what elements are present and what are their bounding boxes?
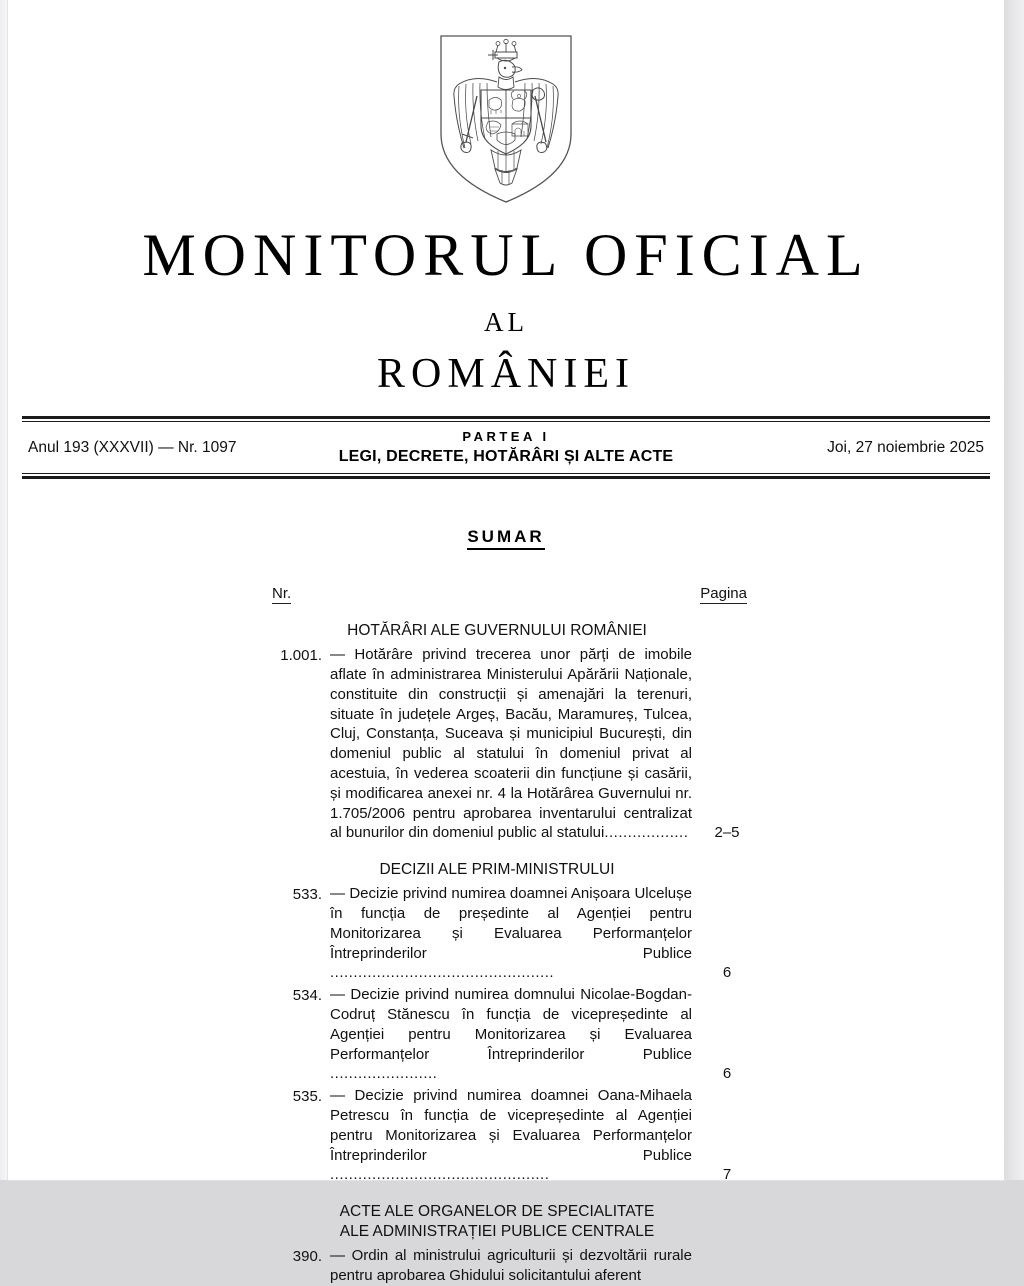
header-rule-top [22,398,990,422]
toc-col-number: Nr. [272,585,292,602]
header-rule-bottom [22,473,990,479]
issue-part [263,429,749,466]
page-gutter-left [0,0,8,1180]
summary-heading: SUMAR [8,527,1004,547]
toc-entry-body [322,645,756,843]
toc-entry[interactable] [264,1246,756,1286]
romanian-coat-of-arms-icon [433,30,579,208]
toc-entry[interactable] [264,884,756,983]
toc-column-headers [264,585,756,604]
toc-entry-body [322,884,756,983]
toc-entry[interactable] [264,985,756,1084]
toc-leader-dots: ....................... [330,1065,438,1083]
toc-leader-dots: ................................................ [330,964,555,982]
toc-section-heading: ACTE ALE ORGANELOR DE SPECIALITATE ALE ADMINISTRAȚIEI PUBLICE CENTRALE [339,1203,655,1241]
toc-entry-body [322,1086,756,1185]
toc-entry-number: 533. [292,886,322,904]
toc-entry-text: — Hotărâre privind trecerea unor părți de imobile aflate în administrarea Ministerului Apărării Naționale, constituite din construcții și amenajări la terenuri, situate în județele Argeș, Bacău, Maramureș, Tulcea, Cluj, Constanța, Suceava și municipiul București, din domeniul public al statului în domeniul privat al acestuia, în vederea scoaterii din funcțiune și casării, și modificarea anexei nr. 4 la Hotărârea Guvernului nr. 1.705/2006 pentru aprobarea inventarului centralizat al bunurilor din domeniul public al statului.................. [330,646,692,842]
toc-entry-number: 535. [292,1088,322,1106]
toc-entry[interactable] [264,1086,756,1185]
toc-entry-body [322,985,756,1084]
part-label: PARTEA I [462,429,550,445]
publication-title-country: ROMÂNIEI [377,351,635,397]
publication-title-al: AL [484,307,528,337]
issue-date: Joi, 27 noiembrie 2025 [827,439,984,456]
toc-entry-page: 6 [722,1065,732,1083]
toc-entry-text: — Decizie privind numirea doamnei Oana-Mihaela Petrescu în funcția de vicepreședinte al Agenției pentru Monitorizarea și Evaluarea Performanțelor Întreprinderilor Publice ............................................... [330,1087,692,1184]
crest-container [8,0,1004,213]
toc-section-heading: DECIZII ALE PRIM-MINISTRULUI [379,861,615,879]
toc-section-heading: HOTĂRÂRI ALE GUVERNULUI ROMÂNIEI [347,622,647,639]
toc-entry-body [322,1246,756,1286]
part-subtitle: LEGI, DECRETE, HOTĂRÂRI ȘI ALTE ACTE [338,447,674,465]
toc-entry-number: 390. [292,1248,322,1266]
toc-entry-page: 2–5 [714,824,740,842]
document-page [8,0,1004,1285]
issue-year-number: Anul 193 (XXXVII) — Nr. 1097 [28,439,237,456]
page-gutter-right [1004,0,1024,1180]
toc-entry-text: — Decizie privind numirea domnului Nicolae-Bogdan-Codruț Stănescu în funcția de vicepreședinte al Agenției pentru Monitorizarea și Evaluarea Performanțelor Întreprinderilor Publice ....................... [330,986,692,1083]
toc-entry-text: — Ordin al ministrului agriculturii și dezvoltării rurale pentru aprobarea Ghidului solicitantului aferent [330,1247,692,1285]
issue-header [22,422,990,473]
publication-title: MONITORUL OFICIAL [142,222,870,288]
toc-leader-dots: .................. [604,824,689,842]
toc-entry[interactable] [264,645,756,843]
toc-entry-page: 6 [722,964,732,982]
masthead [8,222,1004,398]
toc-entry-text: — Decizie privind numirea doamnei Anișoara Ulcelușe în funcția de președinte al Agenției pentru Monitorizarea și Evaluarea Performanțelor Întreprinderilor Publice ................................................ [330,885,692,982]
toc-leader-dots: ............................................... [330,1166,550,1184]
toc-entry-number: 534. [292,987,322,1005]
toc-col-page: Pagina [700,585,747,602]
toc-entry-page: 7 [722,1166,732,1184]
toc-entry-number: 1.001. [280,647,322,665]
table-of-contents [256,585,756,1286]
